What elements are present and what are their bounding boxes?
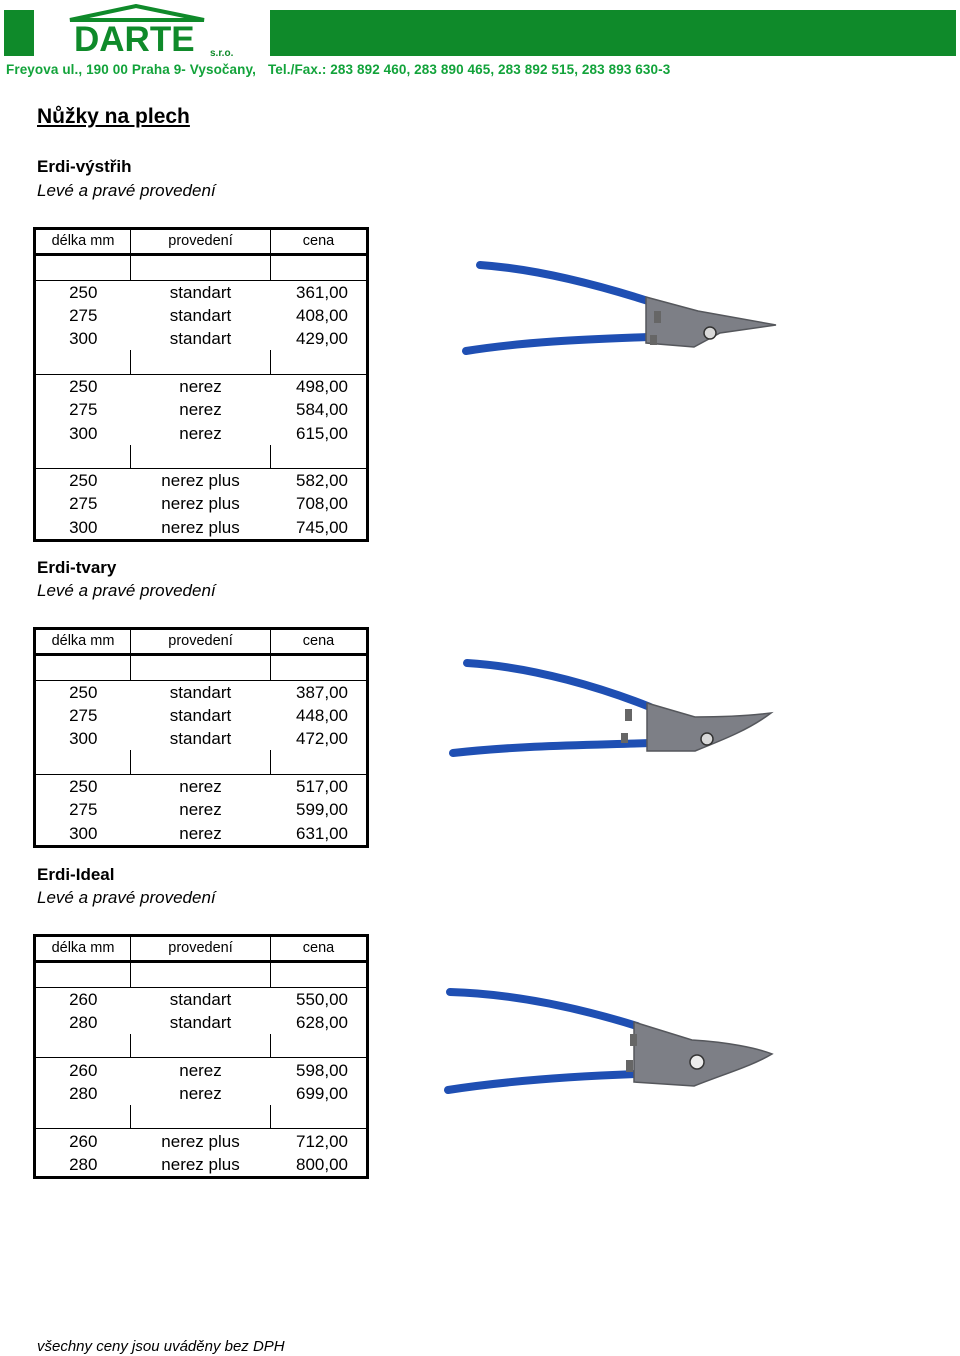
col-header-variant: provedení: [131, 629, 271, 655]
table-row: 260 nerez 598,00: [69, 1060, 348, 1080]
col-header-variant: provedení: [131, 936, 271, 962]
section-title-tvary: Erdi-tvary: [37, 558, 117, 577]
logo-suffix: s.r.o.: [210, 48, 234, 59]
table-row: 280 nerez 699,00: [69, 1083, 348, 1103]
price-table-vystrih: [33, 227, 369, 542]
col-header-price: cena: [271, 936, 368, 962]
page-title: Nůžky na plech: [37, 105, 190, 128]
table-row: 250 standart 361,00: [69, 282, 348, 302]
col-header-price: cena: [271, 229, 368, 255]
table-row: 260 nerez plus 712,00: [69, 1131, 348, 1151]
section-title-vystrih: Erdi-výstřih: [37, 157, 132, 176]
section-subtitle-tvary: Levé a pravé provedení: [37, 581, 216, 600]
header-green-bar-right: [270, 10, 956, 56]
table-row: 275 nerez 599,00: [69, 800, 348, 820]
col-header-price: cena: [271, 629, 368, 655]
col-header-length: délka mm: [35, 229, 131, 255]
col-header-length: délka mm: [35, 629, 131, 655]
phone-text: Tel./Fax.: 283 892 460, 283 890 465, 283 892 515, 283 893 630-3: [267, 62, 671, 77]
snips-image-tvary: [445, 655, 775, 765]
table-row: 280 nerez plus 800,00: [69, 1154, 348, 1174]
table-row: 300 nerez plus 745,00: [69, 517, 348, 537]
snips-image-ideal: [442, 982, 777, 1102]
table-row: 260 standart 550,00: [69, 989, 348, 1009]
table-row: 275 standart 408,00: [69, 306, 348, 326]
contact-line: [6, 62, 682, 77]
section-title-ideal: Erdi-Ideal: [37, 865, 115, 884]
snips-image-vystrih: [458, 255, 783, 365]
table-row: 300 nerez 631,00: [69, 823, 348, 843]
footer-note: všechny ceny jsou uváděny bez DPH: [37, 1338, 285, 1355]
address-text: Freyova ul., 190 00 Praha 9- Vysočany,: [6, 62, 256, 77]
col-header-variant: provedení: [131, 229, 271, 255]
table-row: 300 standart 429,00: [69, 329, 348, 349]
section-subtitle-ideal: Levé a pravé provedení: [37, 888, 216, 907]
darte-logo: [62, 4, 252, 60]
table-row: 250 nerez plus 582,00: [69, 471, 348, 491]
table-row: 275 standart 448,00: [69, 706, 348, 726]
logo-text: DARTE: [74, 20, 195, 59]
price-table-ideal: [33, 934, 369, 1179]
table-row: 275 nerez 584,00: [69, 400, 348, 420]
header-green-bar-left: [4, 10, 34, 56]
table-row: 250 nerez 498,00: [69, 376, 348, 396]
table-row: 280 standart 628,00: [69, 1013, 348, 1033]
section-subtitle-vystrih: Levé a pravé provedení: [37, 181, 216, 200]
col-header-length: délka mm: [35, 936, 131, 962]
table-row: 300 nerez 615,00: [69, 423, 348, 443]
table-row: 300 standart 472,00: [69, 729, 348, 749]
table-row: 275 nerez plus 708,00: [69, 494, 348, 514]
table-row: 250 nerez 517,00: [69, 776, 348, 796]
table-row: 250 standart 387,00: [69, 682, 348, 702]
price-table-tvary: [33, 627, 369, 848]
